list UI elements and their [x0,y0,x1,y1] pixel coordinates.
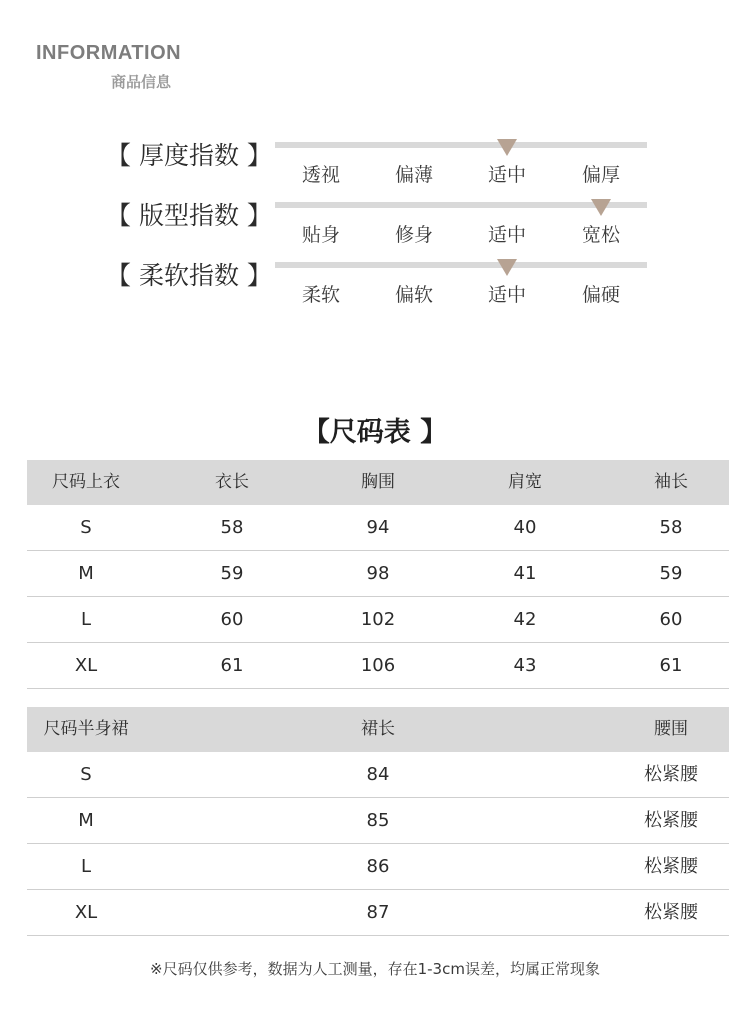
table-cell: 松紧腰 [644,856,698,877]
info-title: INFORMATION [36,42,182,64]
index-row-fit [0,202,750,262]
table-cell: S [80,764,92,785]
table-cell: M [78,810,94,831]
header-cell: 裙长 [361,719,395,739]
table-cell: 40 [513,517,537,538]
index-row-thickness [0,142,750,202]
skirt-size-table [27,707,729,936]
table-cell: M [78,563,94,584]
table-row [27,890,729,936]
table-cell: 84 [366,764,390,785]
index-option: 适中 [487,224,526,246]
table-cell: XL [74,902,98,923]
table-cell: 94 [366,517,390,538]
header-cell: 肩宽 [508,472,542,492]
table-cell: L [80,856,92,877]
table-row [27,752,729,798]
table-row [27,844,729,890]
size-note: ※尺码仅供参考，数据为人工测量，存在1-3cm误差，均属正常现象 [150,960,600,978]
table-row [27,505,729,551]
table-cell: L [80,609,92,630]
index-option: 贴身 [301,224,340,246]
table-row [27,643,729,689]
table-cell: 61 [220,655,244,676]
header-cell: 尺码上衣 [52,472,120,492]
index-option: 偏厚 [581,164,620,186]
table-cell: 106 [360,655,396,676]
table-row [27,798,729,844]
table-cell: 85 [366,810,390,831]
table-cell: 42 [513,609,537,630]
index-bar [275,142,647,148]
table-cell: 58 [220,517,244,538]
index-marker-icon [591,199,611,216]
table-header [27,460,729,505]
index-name: 【 厚度指数 】 [106,141,272,170]
table-cell: 松紧腰 [644,902,698,923]
top-size-table [27,460,729,689]
table-cell: 41 [513,563,537,584]
header-cell: 尺码半身裙 [43,719,129,739]
table-cell: 58 [659,517,683,538]
table-row [27,551,729,597]
index-option: 宽松 [581,224,620,246]
table-cell: S [80,517,92,538]
index-name: 【 柔软指数 】 [106,261,272,290]
table-cell: 60 [659,609,683,630]
info-subtitle: 商品信息 [111,73,172,91]
table-cell: 102 [360,609,396,630]
table-cell: 43 [513,655,537,676]
index-name: 【 版型指数 】 [106,201,272,230]
table-cell: 松紧腰 [644,810,698,831]
table-cell: 98 [366,563,390,584]
index-option: 偏硬 [581,284,620,306]
table-header [27,707,729,752]
table-cell: 86 [366,856,390,877]
index-marker-icon [497,259,517,276]
index-option: 透视 [301,164,340,186]
index-option: 偏薄 [394,164,433,186]
table-cell: 59 [220,563,244,584]
index-row-softness [0,262,750,322]
index-option: 偏软 [394,284,433,306]
size-chart-title: 【尺码表 】 [302,417,448,448]
table-cell: 松紧腰 [644,764,698,785]
table-cell: XL [74,655,98,676]
header-cell: 衣长 [215,472,249,492]
table-row [27,597,729,643]
header-cell: 腰围 [654,719,688,739]
index-bar [275,262,647,268]
table-cell: 61 [659,655,683,676]
header-cell: 袖长 [654,472,688,492]
index-option: 适中 [487,164,526,186]
index-option: 柔软 [301,284,340,306]
header-cell: 胸围 [361,472,395,492]
table-cell: 60 [220,609,244,630]
table-cell: 59 [659,563,683,584]
index-option: 修身 [394,224,433,246]
index-marker-icon [497,139,517,156]
table-cell: 87 [366,902,390,923]
index-option: 适中 [487,284,526,306]
